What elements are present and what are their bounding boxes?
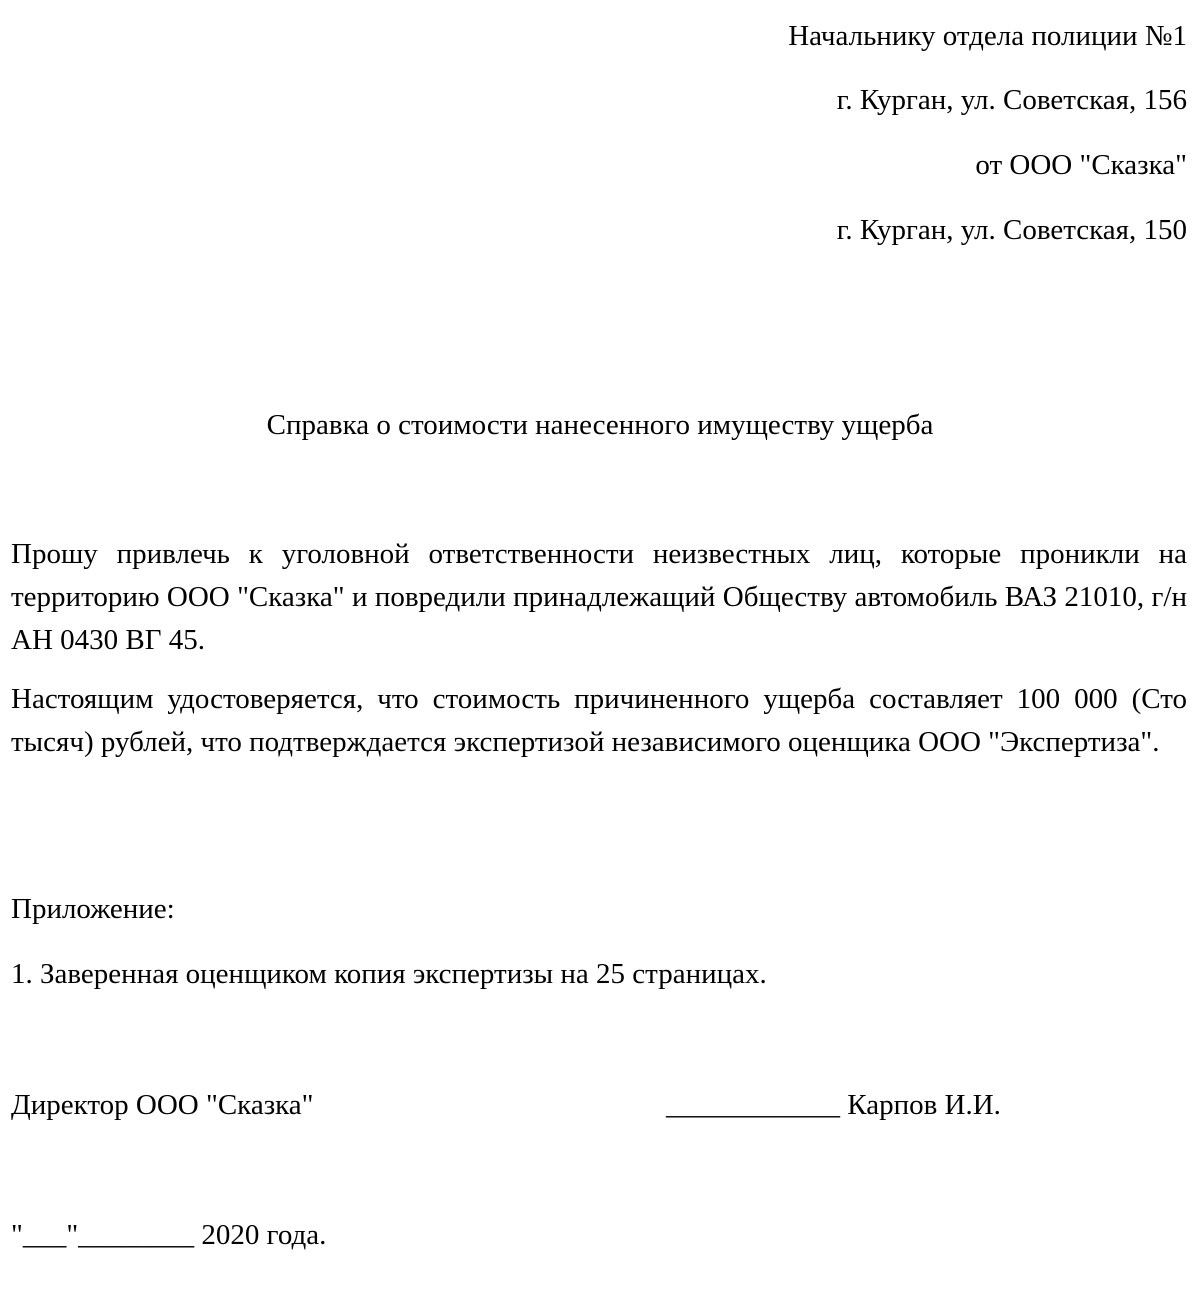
attachment-heading: Приложение: (11, 893, 175, 925)
sender-address: г. Курган, ул. Советская, 150 (836, 214, 1187, 246)
recipient-line: Начальнику отдела полиции №1 (788, 20, 1187, 52)
signature-and-name: ____________ Карпов И.И. (666, 1089, 1001, 1121)
body-paragraph-2: Настоящим удостоверяется, что стоимость причиненного ущерба составляет 100 000 (Сто тысяч) рублей, что подтверждается экспертизой независимого оценщика ООО "Экспертиза". (11, 683, 1187, 758)
attachment-item: 1. Заверенная оценщиком копия экспертизы на 25 страницах. (11, 958, 767, 990)
recipient-address: г. Курган, ул. Советская, 156 (836, 84, 1187, 116)
date-line: "___"________ 2020 года. (11, 1219, 327, 1251)
body-paragraph-1: Прошу привлечь к уголовной ответственности неизвестных лиц, которые проникли на территорию ООО "Сказка" и повредили принадлежащий Обществу автомобиль ВАЗ 21010, г/н АН 0430 ВГ 45. (11, 538, 1187, 656)
sender-line: от ООО "Сказка" (975, 149, 1187, 181)
document-title: Справка о стоимости нанесенного имуществу ущерба (266, 409, 934, 441)
signatory-position: Директор ООО "Сказка" (11, 1089, 314, 1121)
